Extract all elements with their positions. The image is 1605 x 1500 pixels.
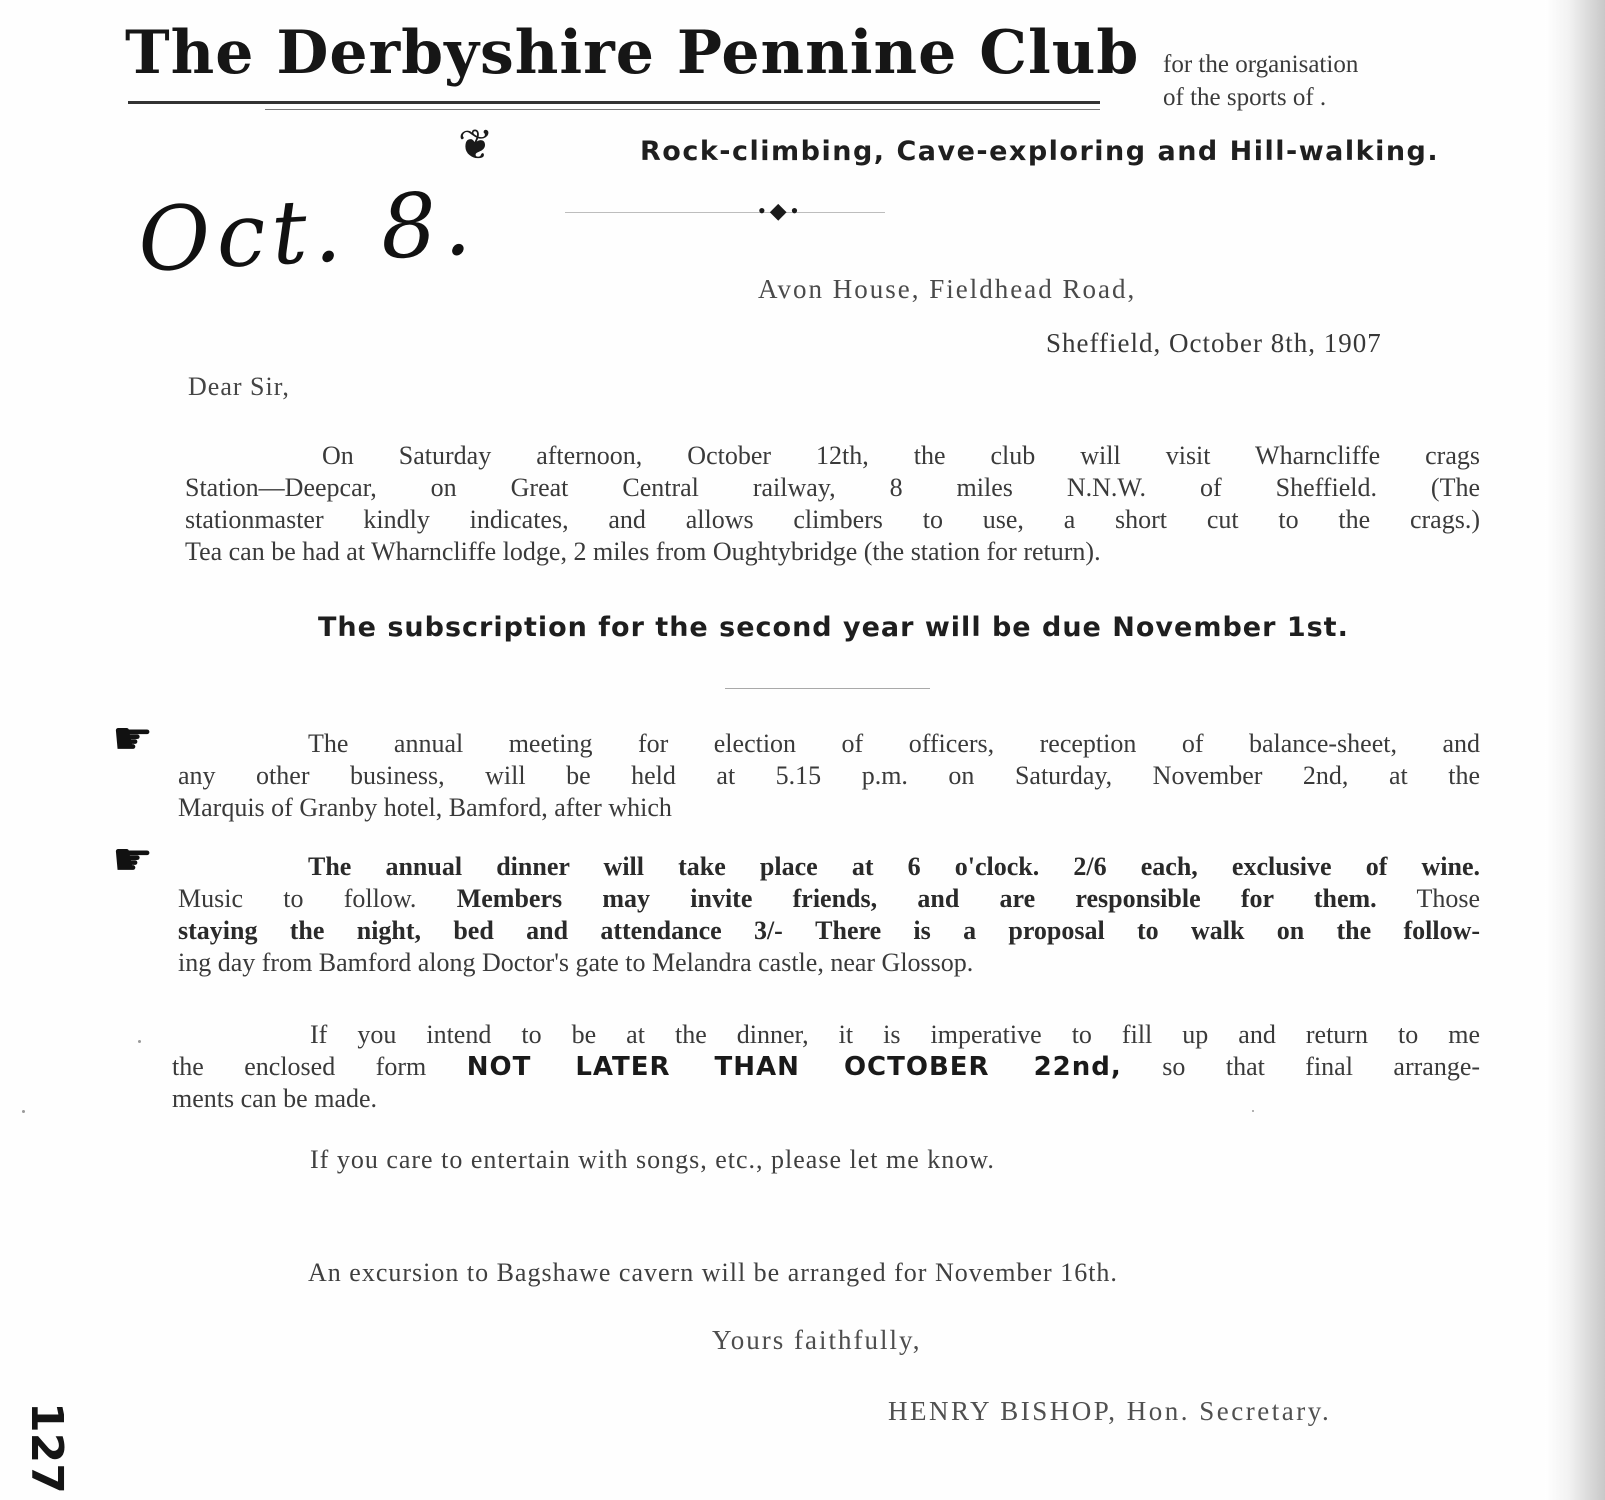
entertain-line: If you care to entertain with songs, etc., please let me know. bbox=[310, 1145, 995, 1174]
page-edge-shadow bbox=[1545, 0, 1605, 1500]
section-divider bbox=[725, 688, 930, 689]
scan-speck bbox=[22, 1110, 25, 1113]
fleuron-icon: ❦ bbox=[458, 123, 494, 169]
form-line-2 bbox=[172, 1051, 1480, 1083]
dinner-line-3-a: staying the night, bed and attendance 3/- bbox=[178, 916, 783, 945]
closing: Yours faithfully, bbox=[712, 1325, 922, 1355]
signature: HENRY BISHOP, Hon. Secretary. bbox=[888, 1396, 1332, 1426]
scan-speck bbox=[138, 1040, 141, 1043]
excursion-line-4: Tea can be had at Wharncliffe lodge, 2 miles from Oughtybridge (the station for return). bbox=[185, 537, 1101, 566]
organisation-line-2: of the sports of . bbox=[1163, 84, 1327, 111]
letterhead-rule-thin bbox=[265, 109, 1100, 110]
form-line-1: If you intend to be at the dinner, it is imperative to fill up and return to me bbox=[310, 1020, 1480, 1049]
organisation-line-1: for the organisation bbox=[1163, 51, 1359, 78]
pointing-hand-icon: ☛ bbox=[112, 832, 154, 886]
dinner-line-3 bbox=[178, 915, 1480, 947]
form-line-2-c: so that final arrange- bbox=[1162, 1052, 1481, 1081]
dinner-line-2 bbox=[178, 883, 1480, 915]
form-paragraph bbox=[172, 1019, 1480, 1115]
excursion-line-1: On Saturday afternoon, October 12th, the club will visit Wharncliffe crags bbox=[322, 441, 1480, 470]
meeting-line-1: The annual meeting for election of officers, reception of balance-sheet, and bbox=[308, 729, 1480, 758]
excursion-paragraph bbox=[185, 440, 1480, 568]
meeting-paragraph bbox=[178, 728, 1480, 824]
form-line-2-a: the enclosed form bbox=[172, 1052, 427, 1081]
meeting-line-2: any other business, will be held at 5.15 p.m. on Saturday, November 2nd, at the bbox=[178, 761, 1480, 790]
dinner-line-1-a: The annual dinner will take place at 6 o'clock. bbox=[308, 852, 1040, 881]
header-divider bbox=[565, 212, 885, 213]
excursion-line-3: stationmaster kindly indicates, and allows climbers to use, a short cut to the crags.) bbox=[185, 505, 1480, 534]
address-line-1: Avon House, Fieldhead Road, bbox=[758, 274, 1137, 304]
pointing-hand-icon: ☛ bbox=[112, 711, 154, 765]
organisation-text bbox=[1163, 48, 1358, 114]
deadline-emphasis: NOT LATER THAN OCTOBER 22nd, bbox=[466, 1052, 1122, 1082]
letterhead-rule bbox=[128, 101, 1100, 104]
dinner-line-1-b: 2/6 each, exclusive of wine. bbox=[1073, 852, 1480, 881]
meeting-line-3: Marquis of Granby hotel, Bamford, after which bbox=[178, 793, 672, 822]
excursion-line-2: Station—Deepcar, on Great Central railway, 8 miles N.N.W. of Sheffield. (The bbox=[185, 473, 1480, 502]
cavern-line: An excursion to Bagshawe cavern will be arranged for November 16th. bbox=[308, 1258, 1118, 1287]
dinner-line-2-c: Those bbox=[1416, 884, 1481, 913]
subscription-notice: The subscription for the second year will be due November 1st. bbox=[318, 612, 1349, 643]
sports-line: Rock-climbing, Cave-exploring and Hill-walking. bbox=[640, 136, 1440, 167]
dinner-line-4: ing day from Bamford along Doctor's gate to Melandra castle, near Glossop. bbox=[178, 948, 974, 977]
dinner-line-1 bbox=[178, 851, 1480, 883]
margin-page-number: 127 bbox=[21, 1402, 72, 1494]
dinner-line-2-a: Music to follow. bbox=[178, 884, 417, 913]
club-name: The Derbyshire Pennine Club bbox=[125, 18, 1140, 88]
diamond-divider-icon: •◆• bbox=[758, 198, 803, 223]
handwritten-date: Oct. 8. bbox=[135, 171, 480, 292]
dinner-paragraph bbox=[178, 851, 1480, 979]
scan-speck bbox=[1252, 1110, 1254, 1112]
address-line-2: Sheffield, October 8th, 1907 bbox=[1046, 328, 1382, 358]
form-line-3: ments can be made. bbox=[172, 1084, 378, 1113]
dinner-line-2-b: Members may invite friends, and are responsible for them. bbox=[456, 884, 1377, 913]
dinner-line-3-b: There is a proposal to walk on the follow- bbox=[815, 916, 1481, 945]
salutation: Dear Sir, bbox=[188, 372, 290, 401]
